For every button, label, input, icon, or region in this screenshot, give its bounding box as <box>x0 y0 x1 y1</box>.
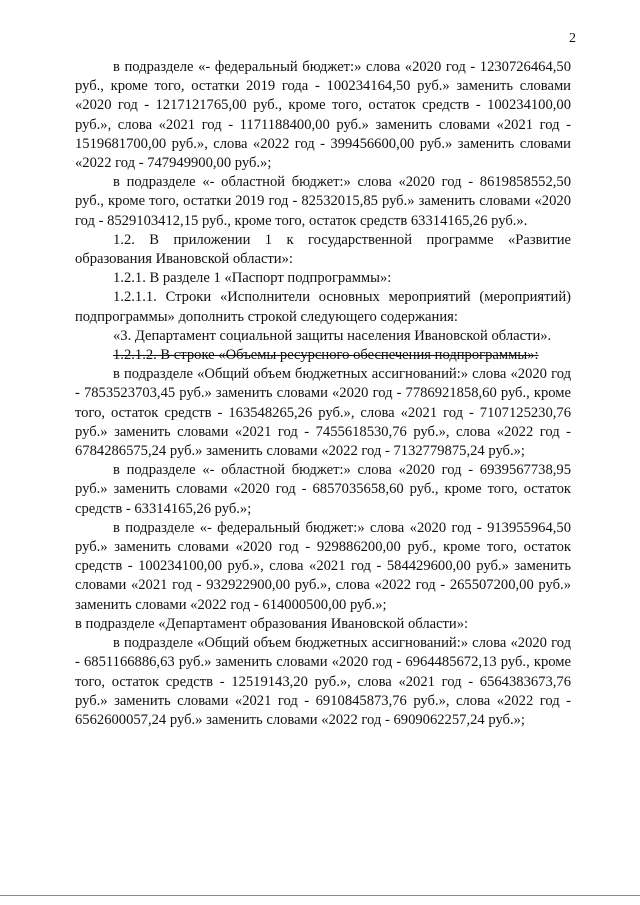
paragraph-social-protection-department: «3. Департамент социальной защиты населения Ивановской области». <box>113 327 552 344</box>
paragraph-appendix-1: 1.2. В приложении 1 к государственной программе «Развитие образования Ивановской области»: <box>75 231 571 268</box>
page-bottom-rule <box>0 895 640 896</box>
paragraph-total-allocations: в подразделе «Общий объем бюджетных ассигнований:» слова «2020 год - 7853523703,45 руб.» заменить словами «2020 год - 7786921858,60 руб., кроме того, остаток средств - 163548265,26 руб.», слова «2021 год - 7107125230,76 руб.» заменить словами «2021 год - 7455618530,76 руб.», слова «2022 год - 6784286575,24 руб.» заменить словами «2022 год - 7132779875,24 руб.»; <box>75 366 571 460</box>
paragraph-section-1-passport: 1.2.1. В разделе 1 «Паспорт подпрограммы»: <box>113 270 392 287</box>
document-body <box>75 58 571 730</box>
paragraph-resource-row-heading: 1.2.1.2. В строке «Объемы ресурсного обеспечения подпрограммы»: <box>113 347 539 364</box>
paragraph-education-department-heading: в подразделе «Департамент образования Ивановской области»: <box>75 615 469 632</box>
page-number: 2 <box>569 31 576 46</box>
paragraph-executors-row: 1.2.1.1. Строки «Исполнители основных мероприятий (мероприятий) подпрограммы» дополнить строкой следующего содержания: <box>75 289 571 325</box>
paragraph-education-department-allocations: в подразделе «Общий объем бюджетных ассигнований:» слова «2020 год - 6851166886,63 руб.» заменить словами «2020 год - 6964485672,13 руб., кроме того, остаток средств - 12519143,20 руб.», слова «2021 год - 6564383673,76 руб.» заменить словами «2021 год - 6910845873,76 руб.», слова «2022 год - 6562600057,24 руб.» заменить словами «2022 год - 6909062257,24 руб.»; <box>75 635 571 728</box>
paragraph-federal-budget: в подразделе «- федеральный бюджет:» слова «2020 год - 913955964,50 руб.» заменить словами «2020 год - 929886200,00 руб., кроме того, остаток средств - 100234100,00 руб.», слова «2021 год - 584429600,00 руб.» заменить словами «2021 год - 932922900,00 руб.», слова «2022 год - 265507200,00 руб.» заменить словами «2022 год - 614000500,00 руб.»; <box>75 519 571 613</box>
paragraph-regional-budget: в подразделе «- областной бюджет:» слова «2020 год - 6939567738,95 руб.» заменить словами «2020 год - 6857035658,60 руб., кроме того, остаток средств - 63314165,26 руб.»; <box>75 462 571 517</box>
paragraph-regional-budget-amendment: в подразделе «- областной бюджет:» слова «2020 год - 8619858552,50 руб., кроме того, остатки 2019 год - 82532015,85 руб.» заменить словами «2020 год - 8529103412,15 руб., кроме того, остаток средств 63314165,26 руб.». <box>75 174 571 229</box>
paragraph-federal-budget-amendment: в подразделе «- федеральный бюджет:» слова «2020 год - 1230726464,50 руб., кроме того, остатки 2019 года - 100234164,50 руб.» заменить словами «2020 год - 1217121765,00 руб., кроме того, остаток средств - 100234100,00 руб.», слова «2021 год - 1171188400,00 руб.» заменить словами «2021 год - 1519681700,00 руб.», слова «2022 год - 399456600,00 руб.» заменить словами «2022 год - 747949900,00 руб.»; <box>75 59 571 172</box>
